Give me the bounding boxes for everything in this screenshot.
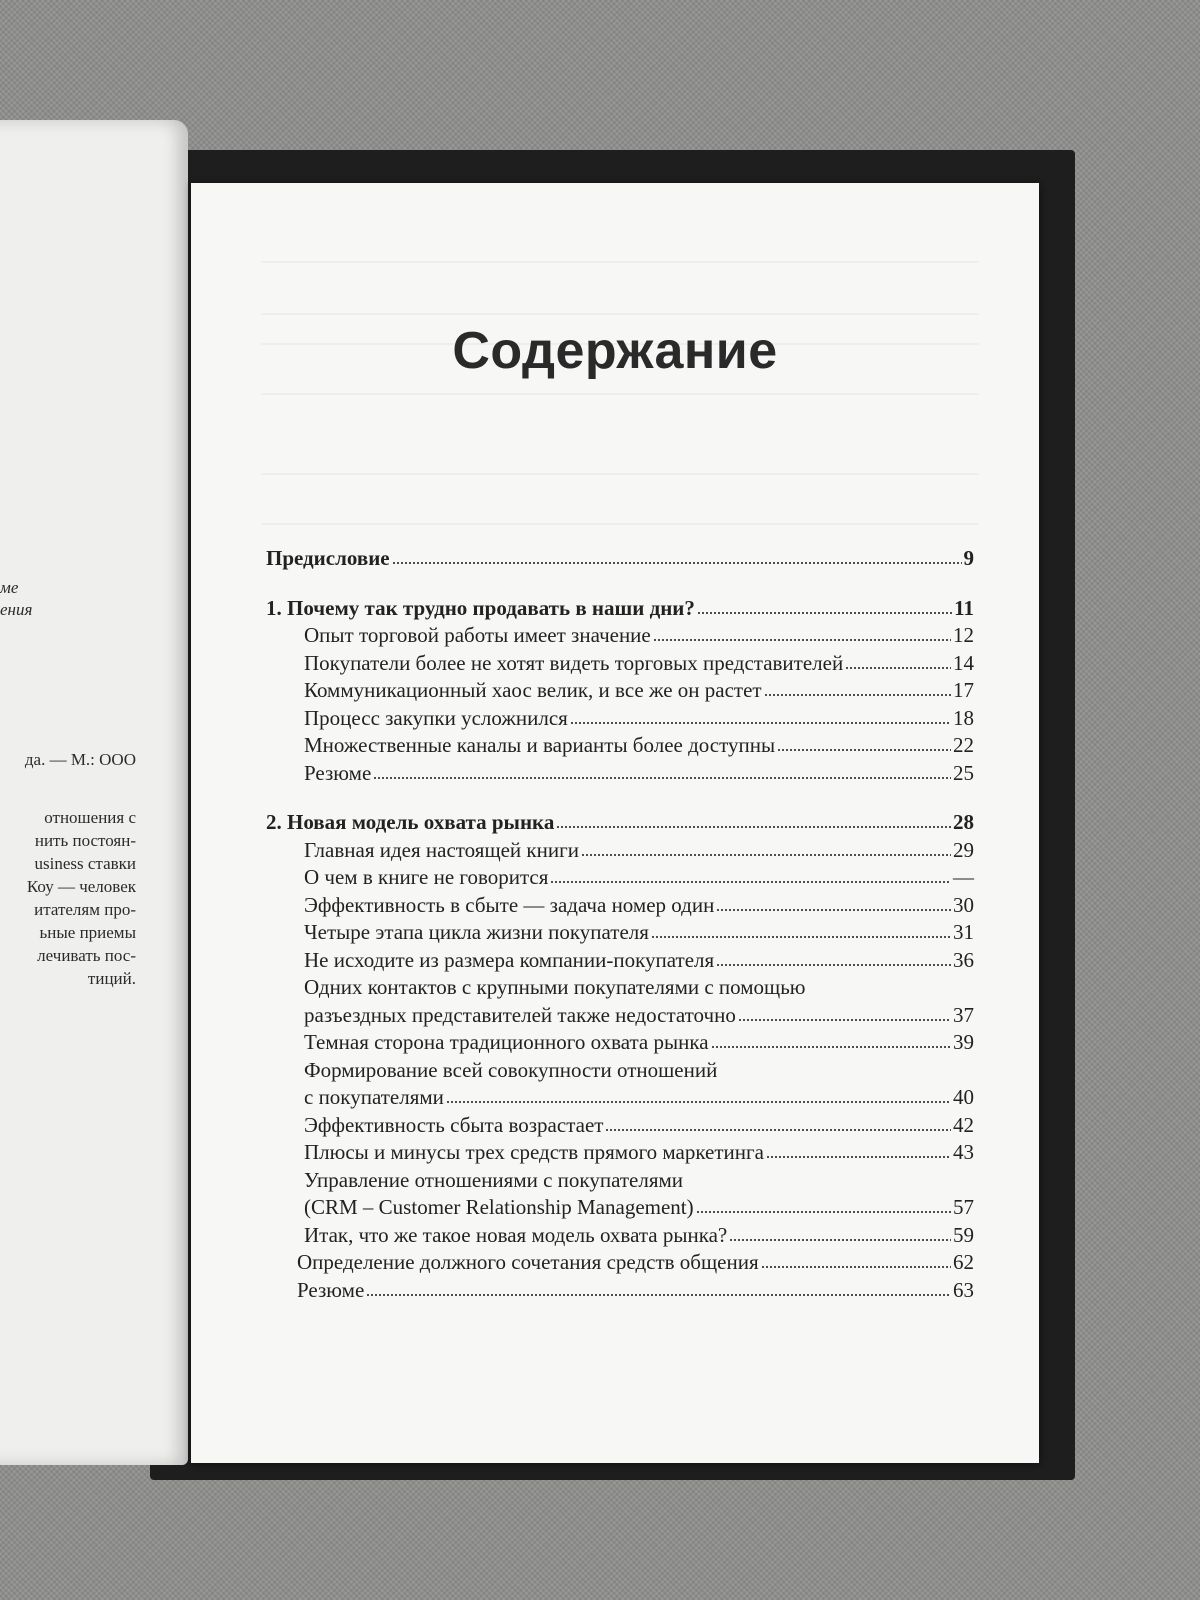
show-through-line (261, 313, 979, 315)
toc-entry (266, 760, 974, 788)
show-through-line (261, 473, 979, 475)
dot-leader (766, 1155, 951, 1159)
toc-entry-page: 37 (953, 1002, 974, 1027)
toc-entry-title: 2. Новая модель охвата рынка (266, 810, 555, 834)
show-through-line (261, 523, 979, 525)
left-page-fragment: тиций. (87, 969, 136, 988)
toc-entry-title: Резюме (304, 760, 372, 785)
dot-leader (651, 935, 951, 939)
toc-entry-title: Определение должного сочетания средств общения (297, 1250, 759, 1274)
dot-leader (550, 880, 951, 884)
toc-chapter-2 (266, 809, 974, 837)
toc-entry-title: Предисловие (266, 546, 390, 570)
left-page-fragment: да. — М.: ООО (24, 750, 136, 769)
toc-entry-page: 57 (953, 1195, 974, 1219)
left-page-fragment: лечивать пос- (37, 946, 136, 965)
toc-entry-title: Эффективность сбыта возрастает (304, 1112, 604, 1137)
toc-entry-title: Резюме (297, 1277, 365, 1302)
dot-leader (366, 1293, 951, 1297)
left-page-fragment: итателям про- (34, 900, 136, 919)
toc-entry-title: Четыре этапа цикла жизни покупателя (304, 920, 649, 944)
dot-leader (373, 776, 951, 780)
toc-entry-title: разъездных представителей также недостаточно (304, 1002, 736, 1027)
toc-entry-page: 30 (953, 892, 974, 917)
toc-entry-page: 11 (954, 595, 974, 620)
toc-entry (266, 837, 974, 865)
toc-entry (266, 1139, 974, 1167)
toc-entry-page: 42 (953, 1112, 974, 1137)
toc-entry-page: 9 (963, 546, 974, 570)
dot-leader (653, 638, 951, 642)
toc-entry (266, 650, 974, 678)
toc-entry-title: Процесс закупки усложнился (304, 705, 568, 730)
dot-leader (845, 666, 951, 670)
toc-entry (266, 1029, 974, 1057)
toc-entry-page: 12 (953, 623, 974, 647)
toc-entry-page: 22 (953, 733, 974, 757)
dot-leader (446, 1100, 951, 1104)
toc-entry (266, 864, 974, 892)
toc-entry (266, 1084, 974, 1112)
dot-leader (711, 1045, 951, 1049)
toc-entry-title: Эффективность в сбыте — задача номер один (304, 892, 715, 917)
dot-leader (581, 853, 951, 857)
dot-leader (716, 908, 951, 912)
left-page-fragment: ения (0, 600, 33, 619)
toc-entry-page: 29 (953, 837, 974, 862)
dot-leader (556, 825, 951, 829)
toc-entry (266, 1249, 974, 1277)
dot-leader (696, 1210, 951, 1214)
dot-leader (764, 693, 951, 697)
toc-entry-title: 1. Почему так трудно продавать в наши дни? (266, 595, 695, 620)
toc-entry (266, 1194, 974, 1222)
toc-entry-first-line: Формирование всей совокупности отношений (304, 1057, 718, 1082)
toc-entry-title: с покупателями (304, 1085, 444, 1109)
dot-leader (605, 1128, 951, 1132)
dot-leader (729, 1238, 951, 1242)
left-page-fragment: нить постоян- (34, 831, 136, 850)
toc-entry-preface (266, 545, 974, 573)
toc-entry-page: 18 (953, 705, 974, 730)
toc-entry (266, 1002, 974, 1030)
toc-entry (266, 1277, 974, 1305)
left-page-fragment: отношения с (44, 808, 136, 827)
page-title: Содержание (452, 322, 778, 380)
toc-entry (266, 622, 974, 650)
contents-page (191, 183, 1039, 1463)
toc-entry-first-line: Одних контактов с крупными покупателями с помощью (304, 975, 806, 999)
dot-leader (716, 963, 951, 967)
toc-chapter-1 (266, 595, 974, 623)
toc-entry-title: Множественные каналы и варианты более доступны (304, 733, 776, 757)
toc-entry-title: Не исходите из размера компании-покупателя (304, 947, 715, 972)
toc-entry-first-line: Управление отношениями с покупателями (304, 1167, 684, 1192)
toc-entry-page: 40 (953, 1085, 974, 1109)
toc-entry (266, 705, 974, 733)
toc-entry (266, 919, 974, 947)
toc-entry-page: 14 (953, 650, 974, 675)
left-page-fragment: ьные приемы (39, 923, 136, 942)
table-of-contents (266, 545, 974, 1304)
toc-entry (266, 892, 974, 920)
left-page (0, 120, 188, 1465)
toc-entry-title: Итак, что же такое новая модель охвата рынка? (304, 1222, 728, 1247)
toc-entry-title: Темная сторона традиционного охвата рынка (304, 1030, 709, 1054)
toc-entry-page: — (953, 865, 974, 889)
dot-leader (761, 1265, 951, 1269)
left-page-fragment: Коу — человек (26, 877, 136, 896)
toc-entry-title: Коммуникационный хаос велик, и все же он растет (304, 678, 762, 702)
dot-leader (392, 561, 962, 565)
dot-leader (570, 721, 951, 725)
toc-entry-page: 43 (953, 1140, 974, 1164)
toc-entry-title: Покупатели более не хотят видеть торговых представителей (304, 650, 844, 675)
toc-entry-page: 59 (953, 1222, 974, 1247)
toc-entry-page: 63 (953, 1277, 974, 1302)
toc-entry-page: 28 (953, 810, 974, 834)
toc-entry (266, 1222, 974, 1250)
dot-leader (738, 1018, 951, 1022)
toc-entry-page: 17 (953, 678, 974, 702)
toc-entry-title: Опыт торговой работы имеет значение (304, 623, 651, 647)
toc-entry-page: 36 (953, 947, 974, 972)
toc-entry-page: 62 (953, 1250, 974, 1274)
dot-leader (697, 611, 952, 615)
dot-leader (777, 748, 951, 752)
toc-entry-page: 25 (953, 760, 974, 785)
toc-entry (266, 732, 974, 760)
toc-entry (266, 947, 974, 975)
toc-entry-title: Плюсы и минусы трех средств прямого маркетинга (304, 1140, 764, 1164)
left-page-fragment: ме (0, 578, 19, 597)
toc-entry (266, 1112, 974, 1140)
toc-entry-page: 31 (953, 920, 974, 944)
left-page-fragment: usiness ставки (34, 854, 136, 873)
toc-entry-title: О чем в книге не говорится (304, 865, 549, 889)
toc-entry-title: Главная идея настоящей книги (304, 837, 579, 862)
show-through-line (261, 261, 979, 263)
show-through-line (261, 393, 979, 395)
toc-entry-title: (CRM – Customer Relationship Management) (304, 1195, 694, 1219)
toc-entry (266, 677, 974, 705)
toc-entry-page: 39 (953, 1030, 974, 1054)
